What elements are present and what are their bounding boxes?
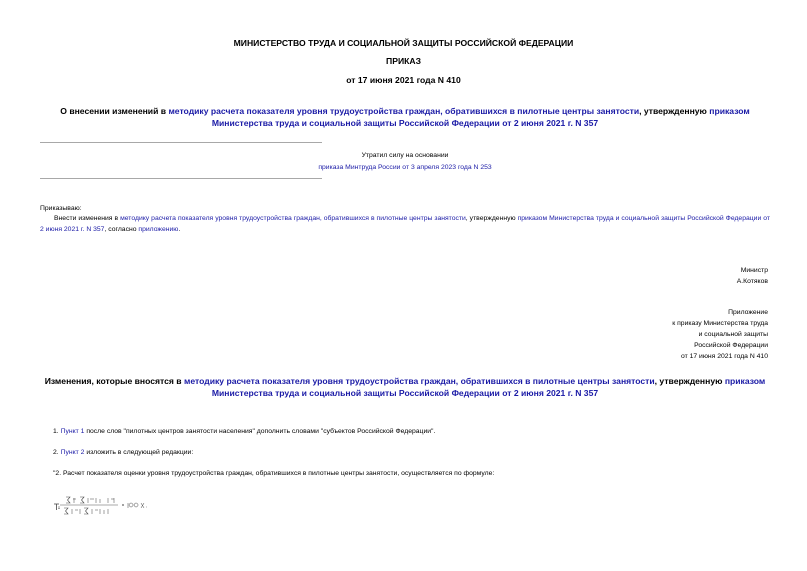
changes-text-2: , утвержденную [654,376,725,386]
appendix-block [672,307,768,362]
item-2-number: 2. [53,449,61,456]
changes-link-methodology[interactable]: методику расчета показателя уровня трудоустройства граждан, обратившихся в пилотные центры занятости [183,376,655,386]
item-1-link[interactable]: Пункт 1 [60,428,85,435]
changes-text-1: Изменения, которые вносятся в [44,376,184,386]
order-link-methodology[interactable]: методику расчета показателя уровня трудоустройства граждан, обратившихся в пилотные центры занятости [120,215,466,222]
appendix-line-2: к приказу Министерства труда [672,320,768,327]
ministry-heading: МИНИСТЕРСТВО ТРУДА И СОЦИАЛЬНОЙ ЗАЩИТЫ РОССИЙСКОЙ ФЕДЕРАЦИИ [233,38,574,48]
item-1-text: после слов "пилотных центров занятости населения" дополнить словами "субъектов Российской Федерации". [84,428,436,435]
order-link-appendix[interactable]: приложению [138,226,179,233]
doc-date-number: от 17 июня 2021 года N 410 [346,75,461,85]
order-link-order-357[interactable]: приказом Министерства труда и социальной защиты Российской Федерации от 2 июня 2021 г. N 357 [40,215,770,233]
formula-image [52,492,152,520]
item-2-text: изложить в следующей редакции: [84,449,194,456]
item-2-link[interactable]: Пункт 2 [60,449,85,456]
annulment-note: Утратил силу на основании [361,152,449,159]
order-text-4: . [178,226,181,233]
annulment-link[interactable]: приказа Минтруда России от 3 апреля 2023 года N 253 [318,164,492,171]
order-text-3: , согласно [104,226,139,233]
signature-name: А.Котяков [736,278,768,285]
order-text-1: Внести изменения в [54,215,121,222]
change-item-2-text: "2. Расчет показателя оценки уровня трудоустройства граждан, обратившихся в пилотные центры занятости, осуществляется по формуле: [53,470,495,477]
changes-link-order-357[interactable]: приказом Министерства труда и социальной защиты Российской Федерации от 2 июня 2021 г. N 357 [211,376,766,398]
title-text-2: , утвержденную [639,106,710,116]
order-body [40,213,770,235]
item-1-number: 1. [53,428,61,435]
order-intro: Приказываю: [40,205,82,212]
change-item-1 [53,428,435,435]
title-link-methodology[interactable]: методику расчета показателя уровня трудоустройства граждан, обратившихся в пилотные центры занятости [168,106,640,116]
signature-position: Министр [740,267,768,274]
appendix-line-5: от 17 июня 2021 года N 410 [680,353,768,360]
appendix-line-1: Приложение [728,309,768,316]
change-item-2 [53,449,193,456]
title-link-order-357[interactable]: приказом Министерства труда и социальной защиты Российской Федерации от 2 июня 2021 г. N 357 [211,106,750,128]
divider-top [40,142,322,143]
appendix-line-4: Российской Федерации [694,342,768,349]
appendix-line-3: и социальной защиты [698,331,768,338]
document-title [40,106,770,129]
divider-bottom [40,178,322,179]
order-text-2: , утвержденную [465,215,518,222]
doc-type-heading: ПРИКАЗ [386,56,421,66]
changes-title [40,376,770,399]
signature-block [737,265,768,287]
title-text-1: О внесении изменений в [60,106,169,116]
